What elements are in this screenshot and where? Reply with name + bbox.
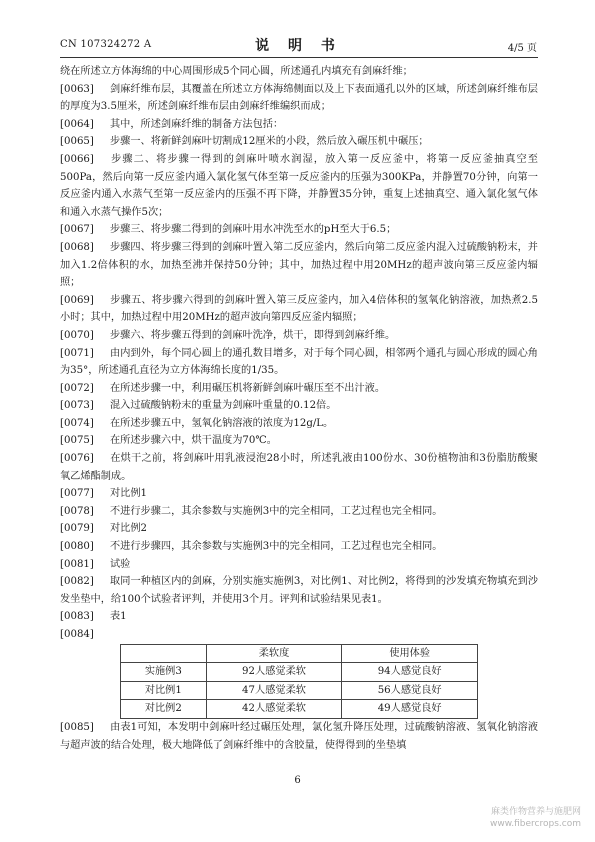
table-cell: 56人感觉良好	[342, 681, 478, 700]
paragraph	[60, 116, 538, 134]
paragraph-text: 对比例1	[110, 488, 148, 500]
paragraph-tag: [0064]	[60, 118, 94, 130]
paragraph-text: 在所述步骤一中，利用碾压机将新鲜剑麻叶碾压至不出汁液。	[110, 382, 386, 394]
paragraph-tag: [0083]	[60, 611, 94, 623]
page-header	[60, 37, 537, 53]
table-cell: 对比例1	[121, 681, 207, 700]
paragraph-tag: [0082]	[60, 576, 94, 588]
table-header-cell: 使用体验	[342, 644, 478, 663]
table-cell: 对比例2	[121, 700, 207, 719]
paragraph-tag: [0076]	[60, 453, 94, 465]
paragraph	[60, 626, 538, 644]
paragraph-text: 在烘干之前，将剑麻叶用乳液浸泡28小时，所述乳液由100份水、30份植物油和3份脂肪酸聚氧乙烯酯制成。	[60, 453, 538, 482]
paragraph-text: 步骤四、将步骤三得到的剑麻叶置入第二反应釜内，然后向第二反应釜内混入过硫酸钠粉末，并加入1.2倍体积的水，加热至沸并保持50分钟；其中，加热过程中用20MHz的超声波向第三反应釜内辐照；	[60, 241, 538, 289]
paragraph-text: 步骤一、将新鲜剑麻叶切割成12厘米的小段，然后放入碾压机中碾压；	[110, 136, 429, 148]
paragraph-text: 对比例2	[110, 523, 148, 535]
paragraph-tag: [0065]	[60, 136, 94, 148]
paragraph	[60, 608, 538, 626]
paragraph-tag: [0075]	[60, 435, 94, 447]
paragraph	[60, 292, 538, 327]
table-cell: 94人感觉良好	[342, 663, 478, 682]
paragraph-tag: [0069]	[60, 294, 94, 306]
table-cell: 实施例3	[121, 663, 207, 682]
paragraph-tag: [0063]	[60, 83, 94, 95]
watermark-name: 麻类作物营养与施肥网	[490, 807, 581, 817]
results-table	[120, 644, 478, 719]
paragraph	[60, 485, 538, 503]
paragraph-text: 表1	[110, 611, 127, 623]
paragraph	[60, 538, 538, 556]
paragraph-tag: [0066]	[60, 153, 94, 165]
paragraph-tag: [0074]	[60, 417, 94, 429]
paragraph-text: 取同一种植区内的剑麻，分别实施实施例3，对比例1、对比例2，将得到的沙发填充物填充到沙发坐垫中，给100个试验者评判，并使用3个月。评判和试验结果见表1。	[60, 576, 538, 605]
paragraph-tag: [0080]	[60, 541, 94, 553]
paragraph-text: 由表1可知，本发明中剑麻叶经过碾压处理，氯化氢升降压处理，过硫酸钠溶液、氢氧化钠溶液与超声波的结合处理，极大地降低了剑麻纤维中的含胶量，使得得到的坐垫填	[60, 721, 538, 751]
paragraph-tag: [0070]	[60, 329, 94, 341]
paragraph	[60, 556, 538, 574]
paragraph-tag: [0078]	[60, 505, 94, 517]
table-row	[121, 700, 478, 719]
paragraph	[60, 63, 538, 81]
paragraph-text: 步骤二、将步骤一得到的剑麻叶喷水润湿，放入第一反应釜中，将第一反应釜抽真空至500Pa，然后向第一反应釜内通入氯化氢气体至第一反应釜内的压强为300KPa，并静置70分钟，向第一反应釜内通入水蒸气至第一反应釜内的压强不再下降，并静置35分钟，重复上述抽真空、通入氯化氢气体和通入水蒸气操作5次；	[60, 153, 538, 218]
paragraph	[60, 133, 538, 151]
paragraph	[60, 432, 538, 450]
watermark	[490, 806, 581, 830]
paragraph	[60, 327, 538, 345]
patent-number: CN 107324272 A	[60, 39, 152, 50]
paragraph-text: 步骤六、将步骤五得到的剑麻叶洗净，烘干，即得到剑麻纤维。	[110, 329, 396, 341]
paragraph-text: 在所述步骤五中，氢氧化钠溶液的浓度为12g/L。	[110, 417, 334, 429]
paragraph-tag: [0079]	[60, 523, 94, 535]
paragraph-tag: [0077]	[60, 488, 94, 500]
paragraph-text: 不进行步骤二，其余参数与实施例3中的完全相同，工艺过程也完全相同。	[110, 505, 443, 517]
paragraph	[60, 380, 538, 398]
paragraph-tag: [0072]	[60, 382, 94, 394]
table-row	[121, 681, 478, 700]
paragraph	[60, 81, 538, 116]
document-body	[60, 63, 538, 754]
paragraph-text: 试验	[110, 558, 131, 570]
paragraph	[60, 573, 538, 608]
paragraph-text: 混入过硫酸钠粉末的重量为剑麻叶重量的0.12倍。	[110, 400, 337, 412]
paragraph-text: 绕在所述立方体海绵的中心周围形成5个同心圆，所述通孔内填充有剑麻纤维；	[60, 66, 413, 77]
table-cell: 42人感觉柔软	[206, 700, 342, 719]
document-title: 说 明 书	[255, 38, 342, 54]
paragraph-text: 步骤五、将步骤六得到的剑麻叶置入第三反应釜内，加入4倍体积的氢氧化钠溶液，加热煮2.5小时；其中，加热过程中用20MHz的超声波向第四反应釜内辐照；	[60, 294, 538, 324]
page-ratio: 4/5 页	[507, 43, 537, 54]
paragraph-tag: [0071]	[60, 347, 94, 359]
table-header-row	[121, 644, 478, 663]
header-divider	[60, 57, 538, 58]
paragraph-tag: [0084]	[60, 629, 94, 640]
paragraph-tag: [0068]	[60, 241, 94, 253]
table-header-cell	[121, 644, 207, 663]
paragraph	[60, 450, 538, 485]
table-cell: 92人感觉柔软	[206, 663, 342, 682]
paragraph-text: 剑麻纤维布层，其覆盖在所述立方体海绵侧面以及上下表面通孔以外的区域，所述剑麻纤维布层的厚度为3.5厘米，所述剑麻纤维布层由剑麻纤维编织而成；	[60, 83, 538, 113]
paragraph-tag: [0085]	[60, 721, 94, 733]
paragraph	[60, 397, 538, 415]
paragraph	[60, 239, 538, 292]
paragraph	[60, 719, 538, 754]
paragraph	[60, 345, 538, 380]
paragraph-tag: [0073]	[60, 400, 94, 412]
paragraph-tag: [0067]	[60, 224, 94, 236]
paragraph-text: 在所述步骤六中，烘干温度为70℃。	[110, 435, 277, 447]
paragraph-text: 不进行步骤四，其余参数与实施例3中的完全相同，工艺过程也完全相同。	[110, 541, 443, 553]
paragraph-text: 其中，所述剑麻纤维的制备方法包括：	[110, 118, 284, 130]
page-number: 6	[294, 775, 301, 786]
table-cell: 47人感觉柔软	[206, 681, 342, 700]
watermark-url: www.fibercrops.com	[490, 819, 581, 829]
table-cell: 49人感觉良好	[342, 700, 478, 719]
paragraph-text: 步骤三、将步骤二得到的剑麻叶用水冲洗至水的pH至大于6.5；	[110, 224, 397, 236]
paragraph	[60, 503, 538, 521]
paragraph	[60, 221, 538, 239]
paragraph	[60, 151, 538, 221]
table-header-cell: 柔软度	[206, 644, 342, 663]
paragraph	[60, 520, 538, 538]
paragraph-tag: [0081]	[60, 558, 94, 570]
paragraph-list	[60, 63, 538, 644]
table-row	[121, 663, 478, 682]
paragraph-text: 由内到外，每个同心圆上的通孔数目增多，对于每个同心圆，相邻两个通孔与圆心形成的圆心角为35°，所述通孔直径为立方体海绵长度的1/35。	[60, 347, 538, 377]
paragraph	[60, 415, 538, 433]
